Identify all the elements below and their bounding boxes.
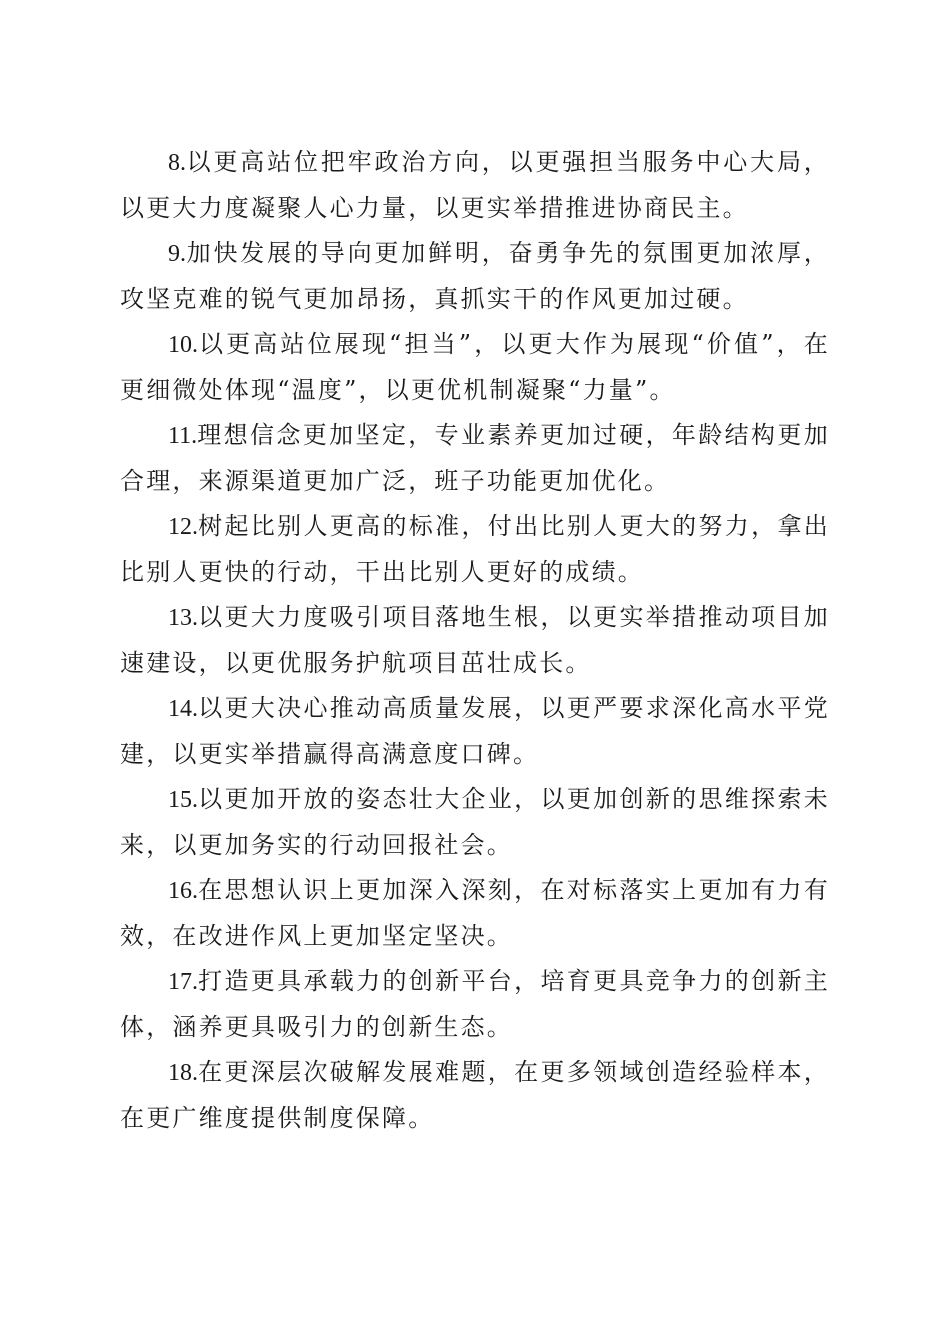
item-text: 树起比别人更高的标准，付出比别人更大的努力，拿出比别人更快的行动，干出比别人更好的成绩。 [120, 512, 830, 586]
item-text: 以更大力度吸引项目落地生根，以更实举措推动项目加速建设，以更优服务护航项目茁壮成长。 [120, 603, 830, 677]
item-text: 在更深层次破解发展难题，在更多领域创造经验样本，在更广维度提供制度保障。 [120, 1058, 830, 1132]
item-text: 打造更具承载力的创新平台，培育更具竞争力的创新主体，涵养更具吸引力的创新生态。 [120, 967, 830, 1041]
item-text: 以更高站位展现“担当”，以更大作为展现“价值”，在更细微处体现“温度”，以更优机制凝聚“力量”。 [120, 330, 830, 404]
item-number: 9. [168, 241, 186, 267]
list-item [120, 777, 830, 868]
item-text: 以更高站位把牢政治方向，以更强担当服务中心大局，以更大力度凝聚人心力量，以更实举措推进协商民主。 [120, 148, 830, 222]
item-text: 加快发展的导向更加鲜明，奋勇争先的氛围更加浓厚，攻坚克难的锐气更加昂扬，真抓实干的作风更加过硬。 [120, 239, 830, 313]
list-item [120, 1050, 830, 1141]
item-number: 12. [168, 514, 198, 540]
item-number: 8. [168, 150, 186, 176]
list-item [120, 595, 830, 686]
item-text: 以更大决心推动高质量发展，以更严要求深化高水平党建，以更实举措赢得高满意度口碑。 [120, 694, 830, 768]
item-number: 10. [168, 332, 198, 358]
list-item [120, 413, 830, 504]
item-text: 以更加开放的姿态壮大企业，以更加创新的思维探索未来，以更加务实的行动回报社会。 [120, 785, 830, 859]
item-text: 理想信念更加坚定，专业素养更加过硬，年龄结构更加合理，来源渠道更加广泛，班子功能更加优化。 [120, 421, 830, 495]
item-number: 15. [168, 787, 198, 813]
list-item [120, 959, 830, 1050]
list-item [120, 322, 830, 413]
item-number: 11. [168, 423, 198, 449]
list-item [120, 686, 830, 777]
list-item [120, 231, 830, 322]
document-body [120, 140, 830, 1141]
item-text: 在思想认识上更加深入深刻，在对标落实上更加有力有效，在改进作风上更加坚定坚决。 [120, 876, 830, 950]
list-item [120, 868, 830, 959]
item-number: 13. [168, 605, 198, 631]
item-number: 18. [168, 1060, 198, 1086]
item-number: 14. [168, 696, 198, 722]
list-item [120, 140, 830, 231]
list-item [120, 504, 830, 595]
item-number: 16. [168, 878, 198, 904]
item-number: 17. [168, 969, 198, 995]
